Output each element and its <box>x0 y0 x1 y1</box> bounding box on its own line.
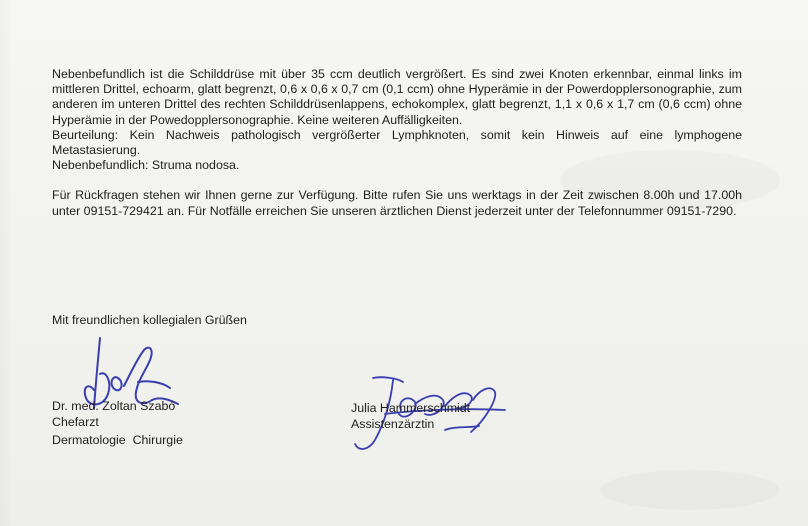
secondary-finding-paragraph: Nebenbefundlich: Struma nodosa. <box>52 158 240 173</box>
contact-paragraph: Für Rückfragen stehen wir Ihnen gerne zur Verfügung. Bitte rufen Sie uns werktags in der Zeit zwischen 8.00h und 17.00h unter 09151-729421 an. Für Notfälle erreichen Sie unseren ärztlichen Dienst jederzeit unter der Telefonnummer 09151-7290. <box>52 188 742 218</box>
letter-body <box>52 67 742 219</box>
paper-smudge <box>600 470 780 510</box>
assessment-paragraph: Beurteilung: Kein Nachweis pathologisch vergrößerter Lymphknoten, somit kein Hinweis auf eine lymphogene Metastasierung. <box>52 127 742 158</box>
signatory-name: Dr. med. Zoltan Szabó <box>52 399 176 413</box>
signature-block-left <box>52 397 183 450</box>
signatory-title: Chefarzt <box>52 414 99 429</box>
closing-greeting: Mit freundlichen kollegialen Grüßen <box>52 313 247 327</box>
findings-paragraph: Nebenbefundlich ist die Schilddrüse mit über 35 ccm deutlich vergrößert. Es sind zwei Knoten erkennbar, einmal links im mittleren Drittel, echoarm, glatt begrenzt, 0,6 x 0,6 x 0,7 cm (0,1 ccm) ohne Hyperämie in der Powerdopplersonographie, zum anderen im unteren Drittel des rechten Schilddrüsenlappens, echokomplex, glatt begrenzt, 1,1 x 0,6 x 1,7 cm (0,6 ccm) ohne Hyperämie in der Powedopplersonographie. Keine weiteren Auffälligkeiten. <box>52 67 742 127</box>
signatory-title: Assistenzärztin <box>351 416 435 431</box>
signatory-department: Dermatologie Chirurgie <box>52 433 183 447</box>
signatory-name: Julia Hammerschmidt <box>351 401 471 415</box>
signature-block-right <box>351 399 470 433</box>
